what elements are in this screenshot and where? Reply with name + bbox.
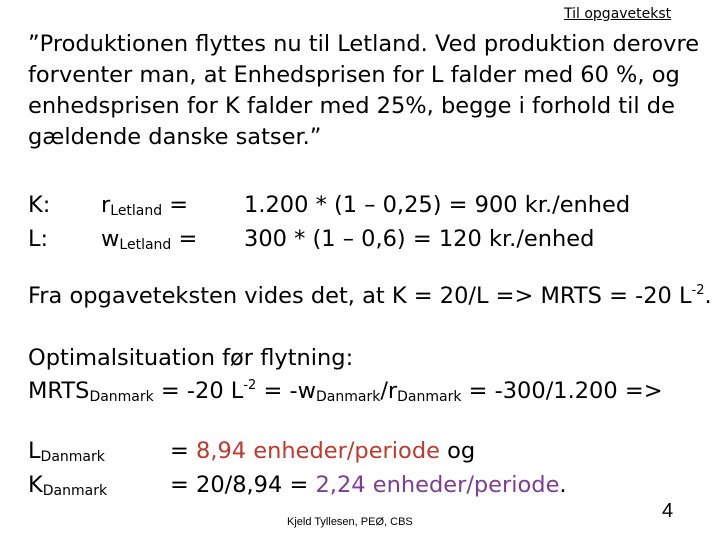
l-price-subscript: Letland <box>119 237 172 253</box>
l-denmark-value: 8,94 enheder/periode <box>196 438 440 464</box>
l-price-expression: 300 * (1 – 0,6) = 120 kr./enhed <box>244 226 595 252</box>
l-denmark-result <box>170 438 475 464</box>
optimal-part4: /r <box>380 378 398 404</box>
optimal-part2: = -20 L <box>153 378 244 404</box>
k-denmark-result <box>170 472 567 498</box>
l-price-equals: = <box>171 226 198 252</box>
optimal-mrts-subscript: Danmark <box>89 389 154 405</box>
quote-text: ”Produktionen flyttes nu til Letland. Ved produktion derovre forventer man, at Enhedsprisen for L falder med 60 %, og enhedsprisen for K falder med 25%, begge i forhold til de gældende danske satser.” <box>28 31 700 150</box>
footer-author: Kjeld Tyllesen, PEØ, CBS <box>287 516 413 528</box>
l-denmark-equals: = <box>170 438 197 464</box>
l-denmark-subscript: Danmark <box>40 449 105 465</box>
l-denmark-tail: og <box>439 438 476 464</box>
mrts-ratio-end: . <box>704 283 712 309</box>
optimal-equation <box>28 378 663 405</box>
mrts-ratio-text: Fra opgaveteksten vides det, at K = 20/L => MRTS = -20 L <box>28 283 692 309</box>
optimal-r-subscript: Danmark <box>397 389 462 405</box>
k-denmark-var: K <box>28 472 43 498</box>
k-price-equals: = <box>162 192 189 218</box>
l-price-symbol <box>101 226 197 253</box>
k-price-expression: 1.200 * (1 – 0,25) = 900 kr./enhed <box>244 192 631 218</box>
optimal-part5: = -300/1.200 => <box>461 378 663 404</box>
l-denmark-var: L <box>28 438 41 464</box>
k-denmark-tail: . <box>559 472 567 498</box>
k-price-symbol <box>101 192 188 219</box>
page-number: 4 <box>662 500 674 522</box>
l-denmark-label <box>28 438 105 465</box>
optimal-mrts: MRTS <box>28 378 90 404</box>
l-price-var: w <box>101 226 120 252</box>
l-label: L: <box>28 226 49 252</box>
optimal-w-subscript: Danmark <box>316 389 381 405</box>
mrts-ratio-exponent: -2 <box>691 283 705 298</box>
mrts-ratio-line <box>28 283 712 309</box>
k-denmark-value: 2,24 enheder/periode <box>315 472 560 498</box>
k-price-subscript: Letland <box>110 203 163 219</box>
k-denmark-subscript: Danmark <box>42 483 108 499</box>
k-denmark-label <box>28 472 107 499</box>
k-price-var: r <box>101 192 111 218</box>
optimal-exponent: -2 <box>243 378 257 393</box>
optimal-part3: = -w <box>256 378 316 404</box>
link-til-opgavetekst[interactable]: Til opgavetekst <box>564 6 672 22</box>
k-label: K: <box>28 192 51 218</box>
k-denmark-equals: = 20/8,94 = <box>170 472 316 498</box>
optimal-heading: Optimalsituation før flytning: <box>28 345 354 371</box>
